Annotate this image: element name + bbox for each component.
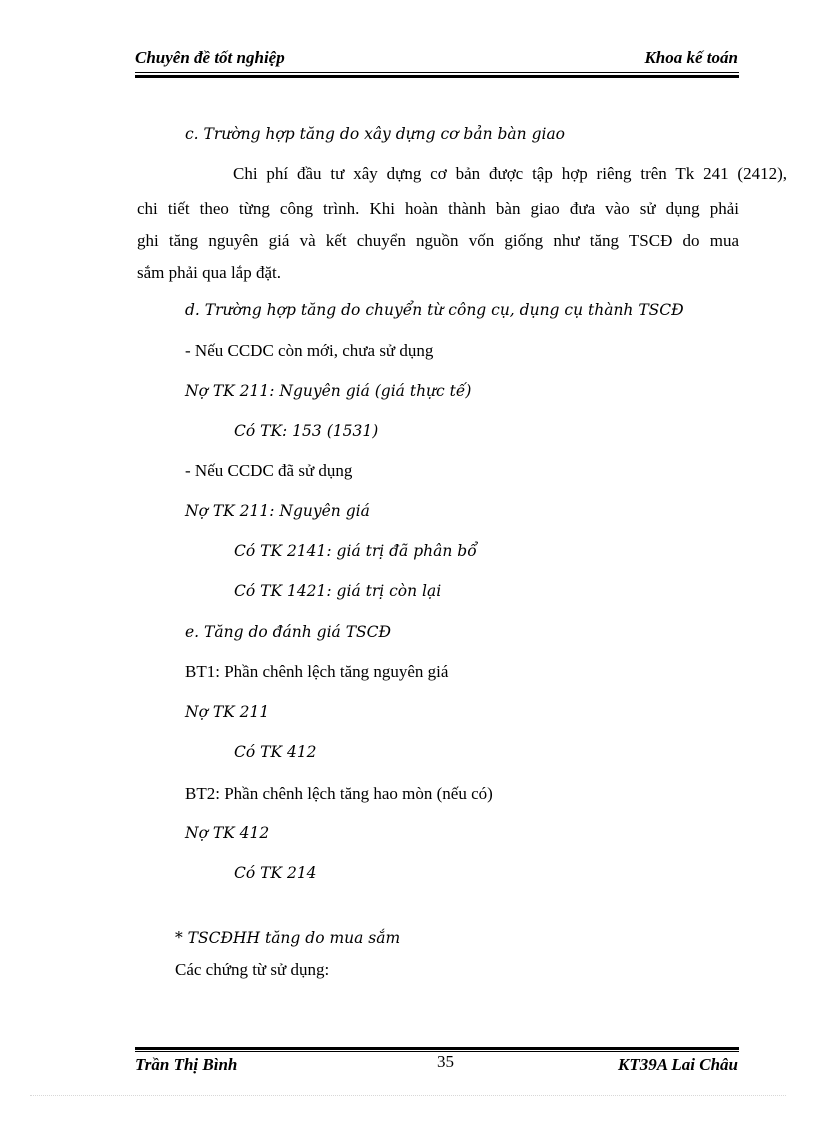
documents-used-line: Các chứng từ sử dụng: <box>175 960 330 979</box>
star-heading: * TSCĐHH tăng do mua sắm <box>175 929 401 947</box>
bt2-credit: Có TK 214 <box>234 864 317 882</box>
section-e-heading: e. Tăng do đánh giá TSCĐ <box>185 623 392 641</box>
section-c-para-line-4: sắm phải qua lắp đặt. <box>137 263 281 282</box>
header-left-title: Chuyên đề tốt nghiệp <box>135 48 285 67</box>
section-c-para-line-3: ghi tăng nguyên giá và kết chuyển nguồn vốn giống như tăng TSCĐ do mua <box>137 231 739 250</box>
page-bottom-dotted-border <box>30 1095 786 1096</box>
section-d-case2-credit-1: Có TK 2141: giá trị đã phân bổ <box>234 542 477 560</box>
header-rule-thin <box>135 72 739 73</box>
section-d-case2-debit: Nợ TK 211: Nguyên giá <box>185 502 370 520</box>
header-right-title: Khoa kế toán <box>644 48 738 67</box>
section-c-para-line-1: Chi phí đầu tư xây dựng cơ bản được tập hợp riêng trên Tk 241 (2412), <box>233 164 787 183</box>
bt2-debit: Nợ TK 412 <box>185 824 270 842</box>
bt2-line: BT2: Phần chênh lệch tăng hao mòn (nếu có) <box>185 784 493 803</box>
section-d-case2: - Nếu CCDC đã sử dụng <box>185 461 353 480</box>
section-d-case1-credit: Có TK: 153 (1531) <box>234 422 379 440</box>
bt1-debit: Nợ TK 211 <box>185 703 270 721</box>
footer-rule-thick <box>135 1047 739 1050</box>
section-d-case1-debit: Nợ TK 211: Nguyên giá (giá thực tế) <box>185 382 472 400</box>
bt1-line: BT1: Phần chênh lệch tăng nguyên giá <box>185 662 449 681</box>
header-rule-thick <box>135 75 739 78</box>
section-d-heading: d. Trường hợp tăng do chuyển từ công cụ, dụng cụ thành TSCĐ <box>185 301 684 319</box>
bt1-credit: Có TK 412 <box>234 743 317 761</box>
section-c-heading: c. Trường hợp tăng do xây dựng cơ bản bàn giao <box>185 125 566 143</box>
footer-class-label: KT39A Lai Châu <box>618 1055 738 1074</box>
section-d-case2-credit-2: Có TK 1421: giá trị còn lại <box>234 582 442 600</box>
page-number: 35 <box>437 1052 454 1071</box>
section-c-para-line-2: chi tiết theo từng công trình. Khi hoàn thành bàn giao đưa vào sử dụng phải <box>137 199 739 218</box>
footer-author: Trần Thị Bình <box>135 1055 238 1074</box>
section-d-case1: - Nếu CCDC còn mới, chưa sử dụng <box>185 341 434 360</box>
